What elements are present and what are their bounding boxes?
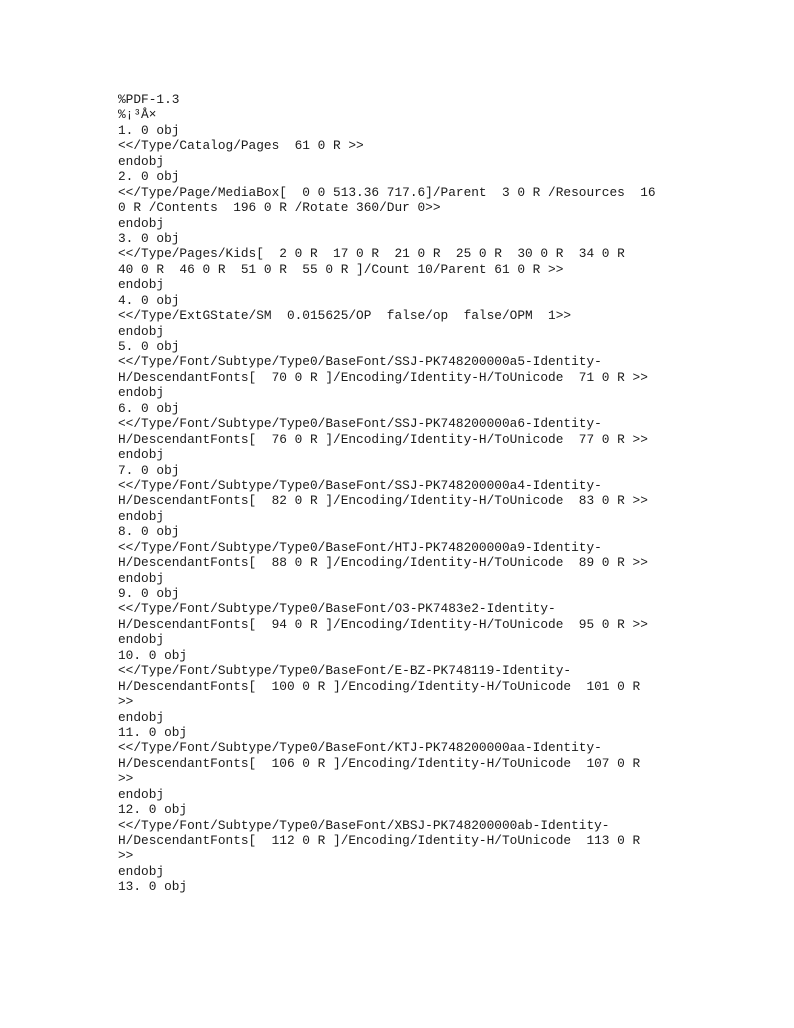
text-line: H/DescendantFonts[ 100 0 R ]/Encoding/Identity-H/ToUnicode 101 0 R — [118, 678, 641, 694]
text-line: 13. 0 obj — [118, 879, 188, 895]
text-line: %¡³Å× — [118, 107, 157, 123]
text-line: 8. 0 obj — [118, 524, 180, 540]
text-line: endobj — [118, 632, 165, 648]
text-line: H/DescendantFonts[ 112 0 R ]/Encoding/Identity-H/ToUnicode 113 0 R — [118, 833, 641, 848]
text-line: 40 0 R 46 0 R 51 0 R 55 0 R ]/Count 10/Parent 61 0 R >> — [118, 261, 564, 277]
text-line: <</Type/Font/Subtype/Type0/BaseFont/SSJ-PK748200000a4-Identity- — [118, 477, 602, 493]
text-line: 5. 0 obj — [118, 339, 180, 354]
text-line: 3. 0 obj — [118, 230, 180, 246]
text-line: 7. 0 obj — [118, 462, 180, 478]
text-line: 11. 0 obj — [118, 724, 188, 740]
text-line: <</Type/Font/Subtype/Type0/BaseFont/KTJ-PK748200000aa-Identity- — [118, 740, 602, 756]
text-line: endobj — [118, 570, 165, 586]
text-line: <</Type/ExtGState/SM 0.015625/OP false/op false/OPM 1>> — [118, 308, 572, 324]
text-line: H/DescendantFonts[ 88 0 R ]/Encoding/Identity-H/ToUnicode 89 0 R >> — [118, 555, 648, 571]
text-line: endobj — [118, 323, 165, 339]
text-line: endobj — [118, 153, 165, 169]
text-line: >> — [118, 694, 134, 710]
text-line: endobj — [118, 277, 165, 293]
text-line: 6. 0 obj — [118, 400, 180, 416]
text-line: endobj — [118, 447, 165, 463]
text-line: endobj — [118, 786, 165, 802]
pdf-source-text — [118, 92, 678, 895]
text-line: <</Type/Font/Subtype/Type0/BaseFont/XBSJ-PK748200000ab-Identity- — [118, 817, 610, 833]
text-line: >> — [118, 848, 134, 864]
text-line: <</Type/Page/MediaBox[ 0 0 513.36 717.6]/Parent 3 0 R /Resources 16 — [118, 184, 656, 200]
text-line: H/DescendantFonts[ 106 0 R ]/Encoding/Identity-H/ToUnicode 107 0 R — [118, 755, 641, 771]
text-line: endobj — [118, 863, 165, 879]
text-line: endobj — [118, 709, 165, 725]
text-line: %PDF-1.3 — [118, 92, 180, 107]
text-line: 12. 0 obj — [118, 802, 188, 818]
text-line: 4. 0 obj — [118, 292, 180, 308]
text-line: <</Type/Font/Subtype/Type0/BaseFont/O3-PK7483e2-Identity- — [118, 601, 556, 617]
text-line: 2. 0 obj — [118, 169, 180, 185]
text-line: 0 R /Contents 196 0 R /Rotate 360/Dur 0>> — [118, 200, 441, 216]
text-line: <</Type/Font/Subtype/Type0/BaseFont/HTJ-PK748200000a9-Identity- — [118, 539, 602, 555]
text-line: H/DescendantFonts[ 82 0 R ]/Encoding/Identity-H/ToUnicode 83 0 R >> — [118, 493, 648, 509]
text-line: <</Type/Catalog/Pages 61 0 R >> — [118, 138, 364, 154]
text-line: >> — [118, 771, 134, 787]
text-line: <</Type/Font/Subtype/Type0/BaseFont/E-BZ-PK748119-Identity- — [118, 663, 572, 679]
text-line: 1. 0 obj — [118, 122, 180, 138]
text-line: H/DescendantFonts[ 70 0 R ]/Encoding/Identity-H/ToUnicode 71 0 R >> — [118, 369, 648, 385]
text-line: H/DescendantFonts[ 76 0 R ]/Encoding/Identity-H/ToUnicode 77 0 R >> — [118, 431, 648, 447]
text-line: H/DescendantFonts[ 94 0 R ]/Encoding/Identity-H/ToUnicode 95 0 R >> — [118, 616, 648, 632]
text-line: 9. 0 obj — [118, 586, 180, 601]
text-line: endobj — [118, 508, 165, 524]
text-line: <</Type/Pages/Kids[ 2 0 R 17 0 R 21 0 R 25 0 R 30 0 R 34 0 R — [118, 246, 625, 262]
text-line: endobj — [118, 385, 165, 401]
text-line: <</Type/Font/Subtype/Type0/BaseFont/SSJ-PK748200000a5-Identity- — [118, 354, 602, 370]
text-line: <</Type/Font/Subtype/Type0/BaseFont/SSJ-PK748200000a6-Identity- — [118, 416, 602, 432]
text-line: endobj — [118, 215, 165, 231]
text-line: 10. 0 obj — [118, 647, 188, 663]
